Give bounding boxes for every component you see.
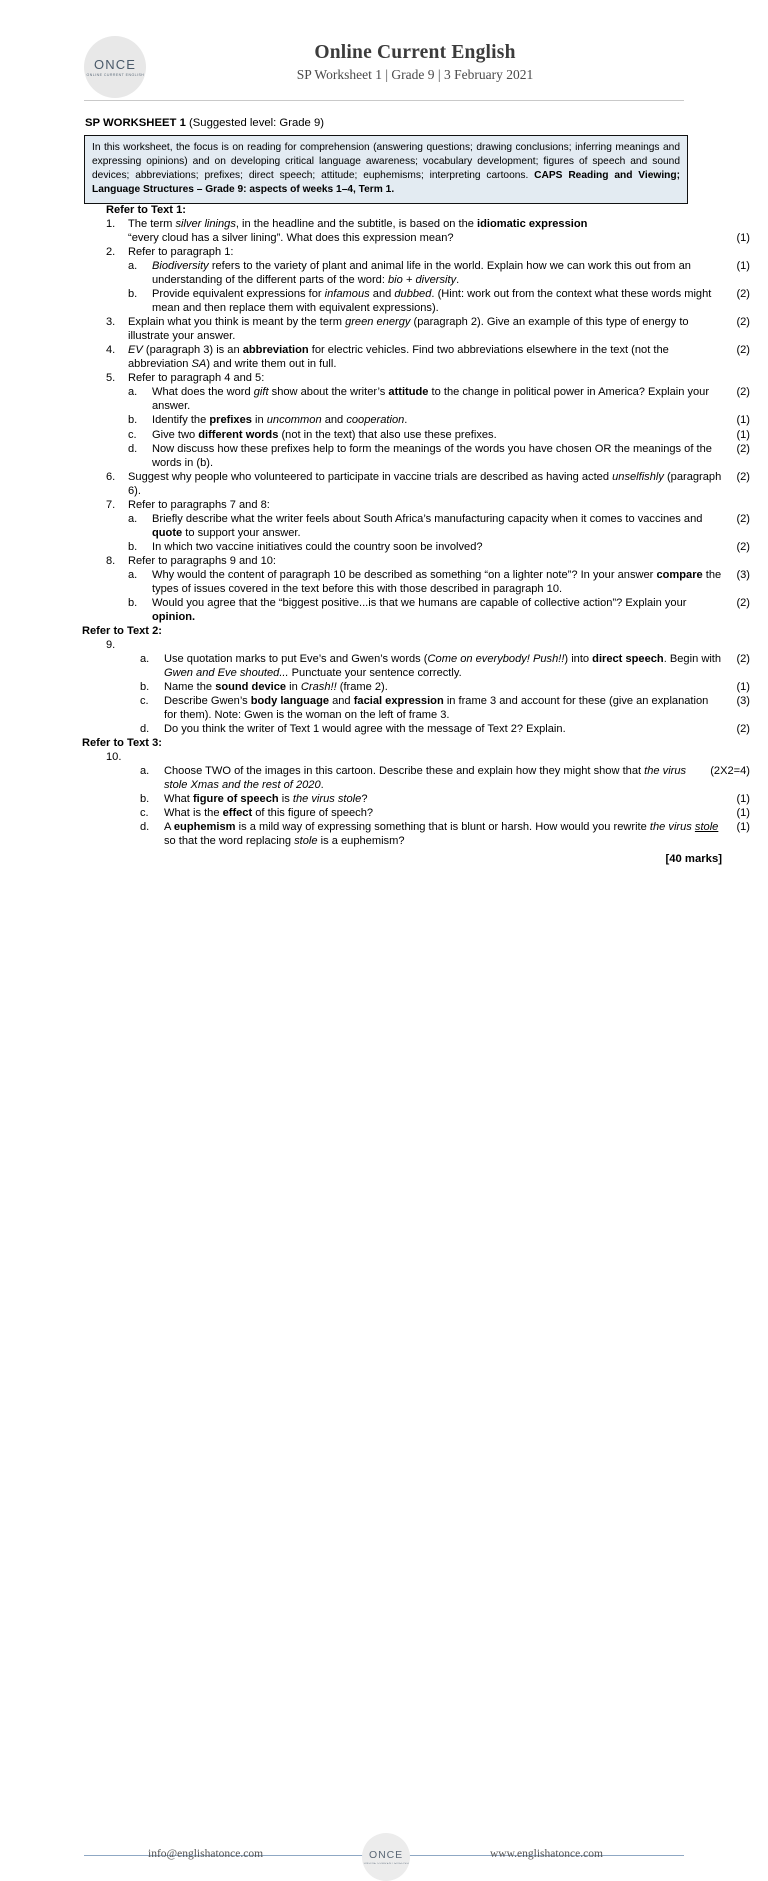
total-marks: [40 marks] bbox=[665, 853, 722, 866]
q5b-text-2: in bbox=[251, 414, 267, 427]
marks-value: (2) bbox=[736, 653, 750, 665]
question-marker: 6. bbox=[106, 470, 116, 483]
q9c-text-1: Describe Gwen’s bbox=[164, 695, 251, 708]
q9c-text-2: and bbox=[329, 695, 354, 708]
question-marker: 8. bbox=[106, 554, 116, 567]
question-text: Do you think the writer of Text 1 would agree with the message of Text 2? Explain. bbox=[164, 723, 566, 736]
q2a-italic-2: bio + diversity bbox=[388, 274, 457, 287]
question-text bbox=[152, 512, 724, 540]
question-7 bbox=[0, 498, 768, 512]
q5a-text-3: to the change in political power in America? Explain your answer. bbox=[152, 386, 710, 413]
footer-website[interactable]: www.englishatonce.com bbox=[490, 1848, 603, 1860]
question-text bbox=[164, 820, 724, 848]
q5c-text-2: (not in the text) that also use these prefixes. bbox=[278, 428, 497, 441]
question-8 bbox=[0, 554, 768, 568]
question-marker: a. bbox=[128, 386, 138, 399]
q5c-bold-1: different words bbox=[198, 428, 279, 441]
brand-logo bbox=[84, 36, 146, 98]
question-marker: a. bbox=[128, 512, 138, 525]
q8b-bold-1: opinion. bbox=[152, 610, 196, 623]
marks-value: (2) bbox=[736, 540, 750, 553]
question-marker: b. bbox=[140, 681, 150, 694]
q6-text-1: Suggest why people who volunteered to participate in vaccine trials are described as having acted bbox=[128, 470, 613, 483]
question-text bbox=[164, 694, 724, 722]
question-5a bbox=[0, 385, 768, 413]
q6-italic-1: unselfishly bbox=[612, 470, 664, 483]
question-text: Refer to paragraph 1: bbox=[128, 246, 234, 259]
q9c-bold-1: body language bbox=[250, 695, 330, 708]
q7a-text-2: to support your answer. bbox=[182, 526, 301, 539]
question-text bbox=[128, 470, 724, 498]
q10a-italic-1: the virus stole Xmas and the rest of 2020 bbox=[164, 765, 687, 792]
q9b-bold-1: sound device bbox=[215, 681, 287, 694]
question-9d bbox=[0, 722, 768, 736]
question-text bbox=[152, 385, 724, 413]
q5a-italic-1: gift bbox=[253, 386, 269, 399]
question-text bbox=[164, 652, 724, 680]
question-text: Refer to paragraph 4 and 5: bbox=[128, 372, 265, 385]
q9a-text-4: Punctuate your sentence correctly. bbox=[288, 667, 462, 680]
question-text bbox=[152, 596, 724, 624]
q9a-italic-2: Gwen and Eve shouted... bbox=[164, 667, 289, 680]
worksheet-title-bold: SP WORKSHEET 1 bbox=[85, 117, 186, 129]
page-header bbox=[0, 0, 768, 104]
q9b-text-1: Name the bbox=[164, 681, 216, 694]
q4-italic-1: EV bbox=[128, 344, 143, 357]
q3-text-1: Explain what you think is meant by the term bbox=[128, 316, 346, 329]
q10d-text-4: is a euphemism? bbox=[317, 835, 405, 848]
marks-value: (3) bbox=[736, 695, 750, 708]
q1-text-a: The term bbox=[128, 218, 176, 231]
q5b-italic-1: uncommon bbox=[266, 414, 322, 427]
marks-value: (2) bbox=[736, 723, 750, 736]
question-marker: b. bbox=[140, 793, 150, 806]
q5a-text-2: show about the writer’s bbox=[268, 386, 389, 399]
question-9b bbox=[0, 680, 768, 694]
marks-value: (2) bbox=[736, 470, 750, 483]
q10d-text-2: is a mild way of expressing something that is blunt or harsh. How would you rewrite bbox=[235, 821, 650, 834]
footer-logo-main-text: ONCE bbox=[369, 1848, 403, 1861]
q6-text-2: (paragraph 6). bbox=[128, 470, 722, 497]
question-marker: 2. bbox=[106, 246, 116, 259]
question-marker: 5. bbox=[106, 372, 116, 385]
q2b-text-3: . (Hint: work out from the context what these words might mean and then replace them with equivalent expressions). bbox=[152, 288, 712, 315]
q5b-bold-1: prefixes bbox=[209, 414, 252, 427]
question-10-marker: 10. bbox=[106, 751, 122, 764]
question-text bbox=[164, 792, 724, 806]
marks-value: (2) bbox=[736, 344, 750, 357]
question-5c bbox=[0, 428, 768, 442]
logo-main-text: ONCE bbox=[94, 56, 136, 72]
q9b-text-3: (frame 2). bbox=[336, 681, 388, 694]
question-5b bbox=[0, 413, 768, 427]
q10d-underline-1: stole bbox=[694, 821, 719, 834]
question-text: Refer to paragraphs 7 and 8: bbox=[128, 498, 270, 511]
question-1 bbox=[0, 217, 768, 231]
q7a-bold-1: quote bbox=[152, 526, 183, 539]
q10d-bold-1: euphemism bbox=[173, 821, 236, 834]
q9a-text-3: . Begin with bbox=[663, 653, 722, 665]
question-text bbox=[128, 315, 724, 343]
q4-italic-2: SA bbox=[191, 358, 207, 371]
question-text bbox=[152, 287, 724, 315]
q10b-text-3: ? bbox=[361, 793, 368, 806]
worksheet-title bbox=[85, 117, 324, 129]
question-text bbox=[128, 217, 750, 231]
question-3 bbox=[0, 315, 768, 343]
q2a-italic-1: Biodiversity bbox=[152, 260, 209, 273]
marks-value: (1) bbox=[736, 681, 750, 694]
q9a-text-2: ) into bbox=[564, 653, 593, 665]
section-heading-text3: Refer to Text 3: bbox=[82, 737, 162, 750]
question-text: “every cloud has a silver lining”. What does this expression mean? bbox=[128, 232, 454, 245]
question-10a bbox=[0, 764, 768, 792]
q9b-italic-1: Crash!! bbox=[300, 681, 337, 694]
question-marker: a. bbox=[128, 568, 138, 581]
logo-sub-text: ONLINE CURRENT ENGLISH bbox=[86, 72, 144, 78]
q9a-italic-1: Come on everybody! Push!! bbox=[427, 653, 565, 665]
question-10b bbox=[0, 792, 768, 806]
marks-value: (2) bbox=[736, 442, 750, 455]
marks-value: (2) bbox=[736, 512, 750, 525]
question-marker: 3. bbox=[106, 316, 116, 329]
question-marker: a. bbox=[140, 765, 150, 778]
footer-email[interactable]: info@englishatonce.com bbox=[148, 1848, 264, 1860]
question-marker: c. bbox=[140, 695, 149, 708]
question-10d bbox=[0, 820, 768, 848]
section-heading-text2: Refer to Text 2: bbox=[82, 624, 162, 637]
q5b-text-3: and bbox=[321, 414, 347, 427]
q10a-text-1: Choose TWO of the images in this cartoon. Describe these and explain how they might show that bbox=[164, 765, 645, 778]
q10b-bold-1: figure of speech bbox=[192, 793, 279, 806]
question-text bbox=[152, 259, 724, 287]
question-5d bbox=[0, 442, 768, 470]
footer-logo bbox=[362, 1833, 410, 1881]
question-text: Refer to paragraphs 9 and 10: bbox=[128, 554, 277, 567]
question-7b bbox=[0, 540, 768, 554]
marks-value: (1) bbox=[736, 793, 750, 806]
question-text bbox=[152, 568, 724, 596]
q2b-text-2: and bbox=[369, 288, 395, 301]
question-5 bbox=[0, 371, 768, 385]
q4-text-1: (paragraph 3) is an bbox=[142, 344, 243, 357]
question-9c bbox=[0, 694, 768, 722]
marks-value: (1) bbox=[736, 414, 750, 427]
worksheet-title-rest: (Suggested level: Grade 9) bbox=[185, 117, 325, 129]
marks-value: (1) bbox=[736, 428, 750, 441]
q2b-italic-1: infamous bbox=[324, 288, 370, 301]
q5b-text-4: . bbox=[404, 414, 408, 427]
q9c-text-3: in frame 3 and account for these (give an explanation for them). Note: Gwen is the woman on the left of frame 3. bbox=[164, 695, 709, 722]
q5b-text-1: Identify the bbox=[152, 414, 210, 427]
question-marker: b. bbox=[128, 540, 138, 553]
question-text bbox=[152, 413, 724, 427]
q2a-text-2: . bbox=[456, 274, 460, 287]
questions-content bbox=[0, 203, 768, 867]
question-2b bbox=[0, 287, 768, 315]
marks-value: (1) bbox=[736, 807, 750, 820]
marks-value: (1) bbox=[736, 232, 750, 245]
q10d-italic-1: the virus bbox=[649, 821, 695, 834]
q5a-bold-1: attitude bbox=[388, 386, 429, 399]
question-marker: d. bbox=[128, 442, 138, 455]
q9b-text-2: in bbox=[286, 681, 301, 694]
q8a-text-1: Why would the content of paragraph 10 be described as something “on a lighter note”? In your answer bbox=[152, 568, 657, 581]
question-text: In which two vaccine initiatives could the country soon be involved? bbox=[152, 540, 483, 553]
q1-text-b: , in the headline and the subtitle, is based on the bbox=[235, 218, 478, 231]
q10b-text-2: is bbox=[278, 793, 293, 806]
question-marker: d. bbox=[140, 821, 150, 834]
question-text bbox=[164, 764, 698, 792]
focus-box bbox=[84, 135, 688, 204]
header-titles bbox=[180, 42, 650, 83]
q10b-italic-1: the virus stole bbox=[292, 793, 362, 806]
question-6 bbox=[0, 470, 768, 498]
question-9-marker: 9. bbox=[106, 638, 116, 651]
focus-box-caps: CAPS Reading and Viewing; Language Structures – Grade 9: aspects of weeks 1–4, Term 1. bbox=[92, 169, 680, 195]
question-text: Now discuss how these prefixes help to form the meanings of the words you have chosen OR the meanings of the words in (b). bbox=[152, 442, 712, 469]
q5c-text-1: Give two bbox=[152, 428, 199, 441]
question-marker: c. bbox=[128, 428, 137, 441]
marks-value: (2) bbox=[736, 316, 750, 329]
page-subtitle: SP Worksheet 1 | Grade 9 | 3 February 2021 bbox=[296, 67, 534, 82]
q8a-bold-1: compare bbox=[656, 568, 703, 581]
question-text bbox=[164, 806, 724, 820]
question-marker: a. bbox=[128, 260, 138, 273]
q10d-italic-2: stole bbox=[294, 835, 318, 848]
question-8a bbox=[0, 568, 768, 596]
question-marker: b. bbox=[128, 414, 138, 427]
q9a-text-1: Use quotation marks to put Eve’s and Gwen’s words ( bbox=[164, 653, 428, 665]
question-marker: 4. bbox=[106, 344, 116, 357]
q5b-italic-2: cooperation bbox=[346, 414, 405, 427]
question-marker: b. bbox=[128, 288, 138, 301]
question-marker: 1. bbox=[106, 218, 116, 231]
question-marker: d. bbox=[140, 723, 150, 736]
marks-value: (3) bbox=[736, 568, 750, 581]
q10c-bold-1: effect bbox=[222, 807, 253, 820]
question-text bbox=[152, 428, 724, 442]
marks-value: (1) bbox=[736, 821, 750, 834]
q3-italic-1: green energy bbox=[345, 316, 411, 329]
question-marker: a. bbox=[140, 653, 150, 665]
q8b-text-1: Would you agree that the “biggest positive...is that we humans are capable of collective action”? Explain your bbox=[152, 596, 687, 609]
page-footer bbox=[0, 915, 768, 1865]
question-text bbox=[164, 680, 724, 694]
marks-value: (1) bbox=[736, 260, 750, 273]
footer-logo-sub-text: ONLINE CURRENT ENGLISH bbox=[363, 1862, 409, 1865]
page-title: Online Current English bbox=[314, 42, 516, 63]
marks-value: (2) bbox=[736, 288, 750, 301]
marks-value: (2X2=4) bbox=[710, 765, 750, 778]
q4-bold-1: abbreviation bbox=[242, 344, 309, 357]
q10a-text-2: . bbox=[320, 779, 324, 792]
question-marker: 7. bbox=[106, 498, 116, 511]
question-1-line2 bbox=[0, 231, 768, 245]
question-2 bbox=[0, 245, 768, 259]
question-8b bbox=[0, 596, 768, 624]
q8a-text-2: the types of issues covered in the text before this with those described in paragraph 10. bbox=[152, 568, 722, 595]
q2b-text-1: Provide equivalent expressions for bbox=[152, 288, 325, 301]
question-marker: c. bbox=[140, 807, 149, 820]
question-7a bbox=[0, 512, 768, 540]
q2a-text-1: refers to the variety of plant and animal life in the world. Explain how we can work this out from an understanding of the different parts of the word: bbox=[152, 260, 691, 287]
q10b-text-1: What bbox=[164, 793, 193, 806]
marks-value: (2) bbox=[736, 386, 750, 399]
q4-text-2: for electric vehicles. Find two abbreviations elsewhere in the text (not the abbreviation bbox=[128, 344, 669, 371]
q1-italic: silver linings bbox=[175, 218, 236, 231]
q4-text-3: ) and write them out in full. bbox=[206, 358, 337, 371]
q10d-text-1: A bbox=[164, 821, 174, 834]
q1-bold: idiomatic expression bbox=[477, 218, 588, 231]
question-9a bbox=[0, 652, 768, 680]
header-divider bbox=[84, 100, 684, 101]
question-2a bbox=[0, 259, 768, 287]
section-heading-text1: Refer to Text 1: bbox=[106, 204, 186, 216]
q5a-text-1: What does the word bbox=[152, 386, 254, 399]
q3-text-2: (paragraph 2). Give an example of this type of energy to illustrate your answer. bbox=[128, 316, 689, 343]
marks-value: (2) bbox=[736, 596, 750, 609]
question-marker: b. bbox=[128, 596, 138, 609]
question-text bbox=[128, 343, 724, 371]
focus-box-text: In this worksheet, the focus is on reading for comprehension (answering questions; drawing conclusions; inferring meanings and expressing opinions) and on developing critical language awareness; vocabulary development; figures of speech and sound devices; abbreviations; prefixes; direct speech; attitude; euphemisms; interpreting cartoons. bbox=[92, 142, 680, 181]
q10c-text-2: of this figure of speech? bbox=[252, 807, 374, 820]
question-10c bbox=[0, 806, 768, 820]
q7a-text-1: Briefly describe what the writer feels about South Africa’s manufacturing capacity when it comes to vaccines and bbox=[152, 512, 703, 525]
q10c-text-1: What is the bbox=[164, 807, 223, 820]
q10d-text-3: so that the word replacing bbox=[164, 835, 295, 848]
question-4 bbox=[0, 343, 768, 371]
q9c-bold-2: facial expression bbox=[353, 695, 444, 708]
q9a-bold-1: direct speech bbox=[592, 653, 664, 665]
q2b-italic-2: dubbed bbox=[394, 288, 432, 301]
